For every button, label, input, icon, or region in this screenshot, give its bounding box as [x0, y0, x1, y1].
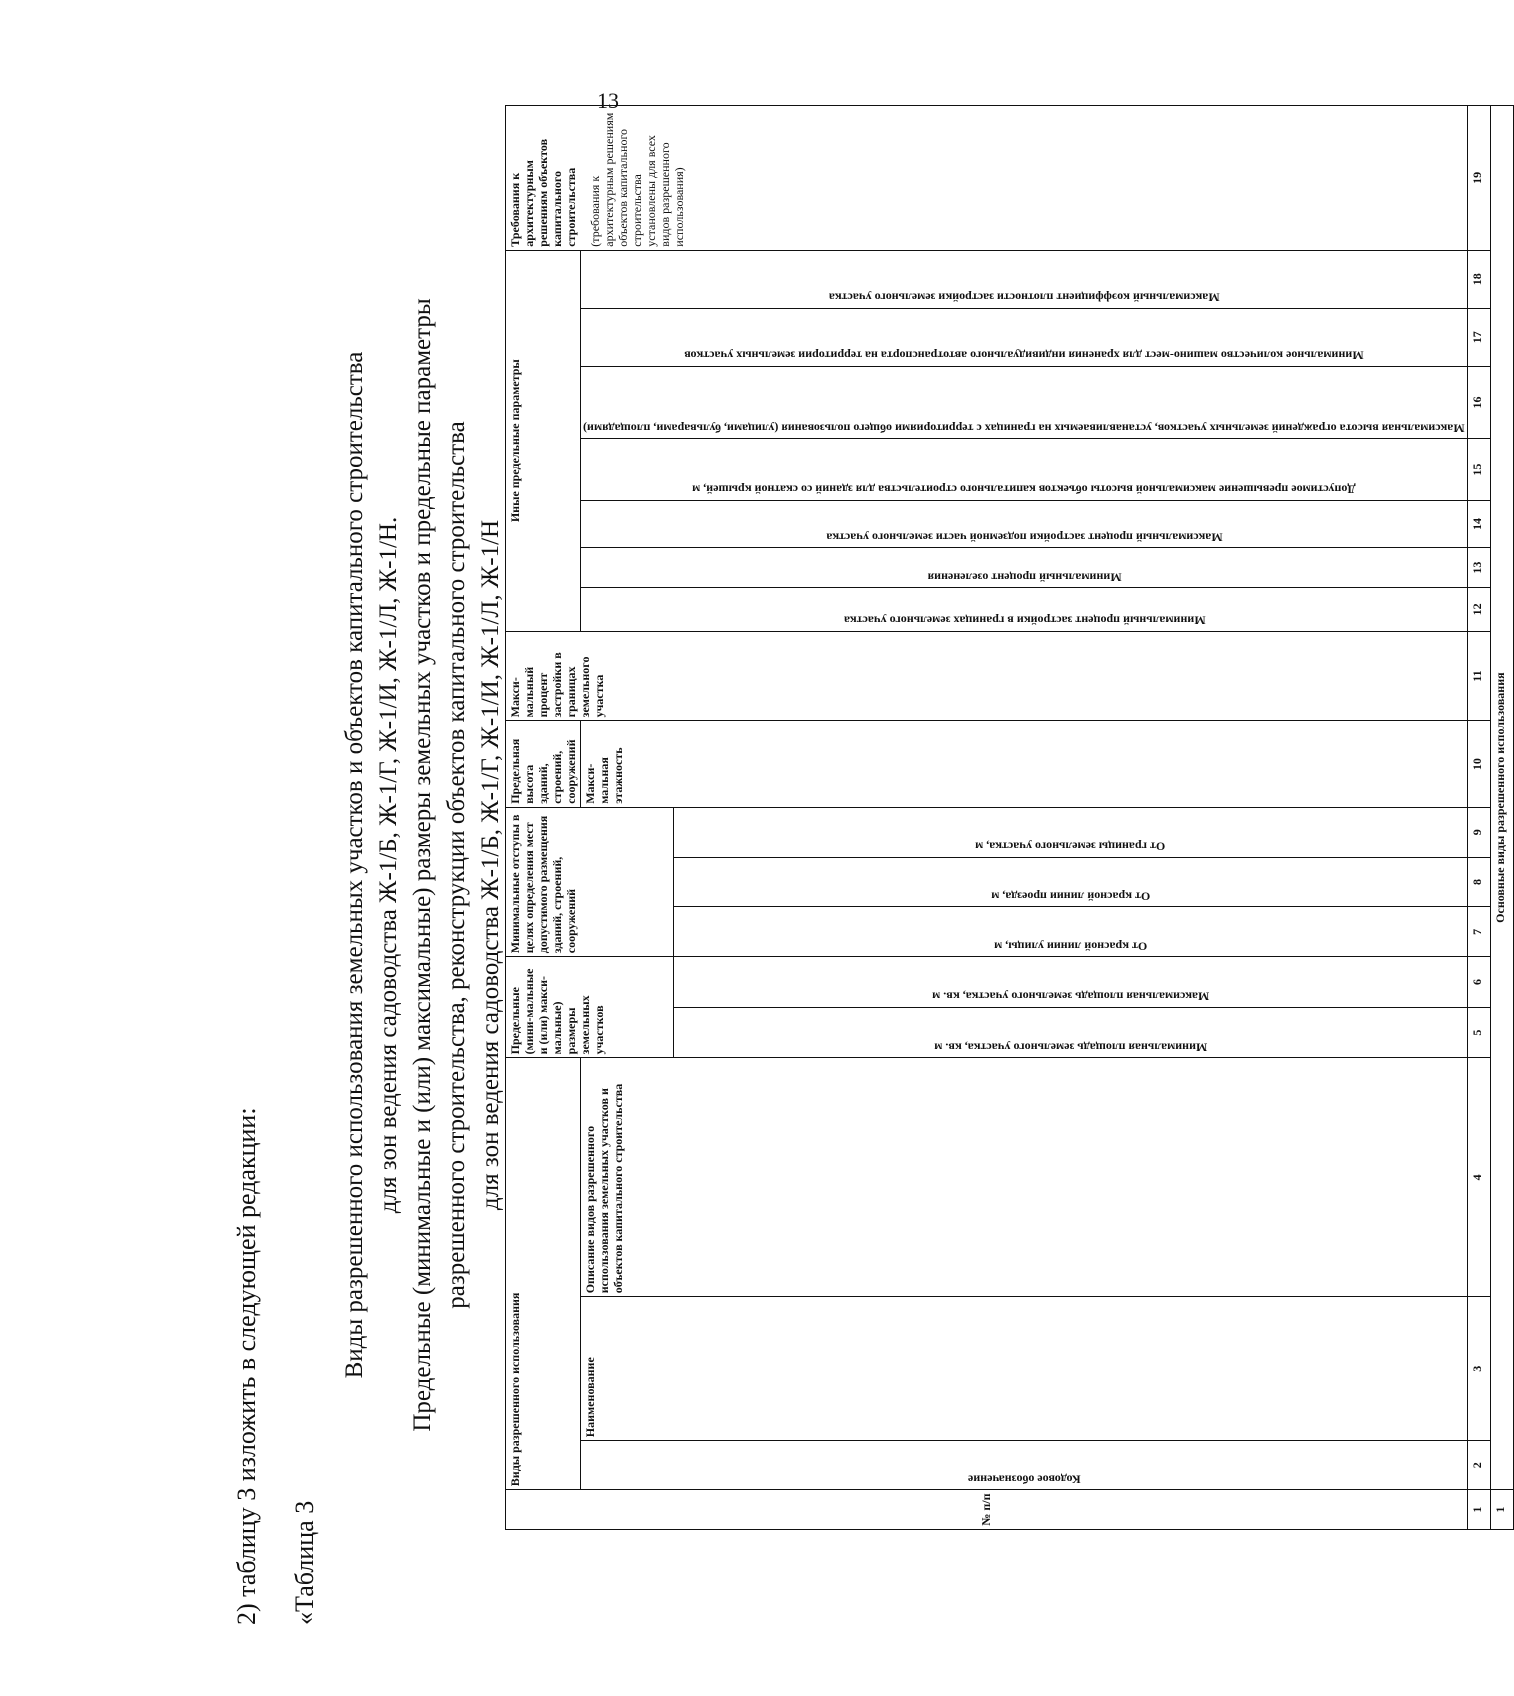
arch-req-title: Требования к архитектурным решениям объектов капитального строительства: [508, 138, 578, 247]
header-density: Максимальный коэффициент плотности застройки земельного участка: [581, 250, 1468, 308]
header-arch-req: [506, 106, 1468, 251]
intro-line: 2) таблицу 3 изложить в следующей редакции:: [232, 1107, 261, 1625]
header-code: Кодовое обозначение: [581, 1441, 1468, 1490]
header-height-excess: Допустимое превышение максимальной высоты объектов капитального строительства для зданий со скатной крышей, м: [581, 439, 1468, 501]
header-name: Наименование: [581, 1297, 1468, 1441]
header-sizes-group: Предельные (мини-мальные и (или) макси-мальные) размеры земельных участков: [506, 957, 674, 1058]
arch-req-note: (требования к архитектурным решениям объектов капитального строительства установлены для всех видов разрешенного использования): [588, 112, 686, 247]
column-number: 12: [1467, 588, 1490, 632]
title-line: Виды разрешенного использования земельных участков и объектов капитального строительства: [341, 351, 368, 1379]
header-setback-border: От границы земельного участка, м: [674, 807, 1467, 857]
header-description: Описание видов разрешенного использования земельных участков и объектов капитального строительства: [581, 1058, 1468, 1297]
header-min-area: Минимальная площадь земельного участка, кв. м: [674, 1007, 1467, 1058]
header-setbacks-group: Минимальные отступы в целях определения мест допустимого размещения зданий, строений, сооружений: [506, 807, 674, 956]
header-height-group: Предельная высота зданий, строений, сооружений: [506, 721, 581, 807]
column-number: 7: [1467, 907, 1490, 957]
column-number: 9: [1467, 807, 1490, 857]
header-min-green: Минимальный процент озеленения: [581, 548, 1468, 588]
column-number: 1: [1467, 1490, 1490, 1530]
title-line: разрешенного строительства, реконструкции объектов капитального строительства: [443, 421, 470, 1309]
column-number: 10: [1467, 721, 1490, 807]
header-setback-passage: От красной линии проезда, м: [674, 857, 1467, 907]
column-number: 8: [1467, 857, 1490, 907]
header-max-coverage: Макси-мальный процент застройки в границах земельного участка: [506, 631, 1468, 721]
header-max-underground: Максимальный процент застройки подземной части земельного участка: [581, 500, 1468, 547]
column-number: 5: [1467, 1007, 1490, 1058]
column-number: 6: [1467, 957, 1490, 1008]
column-number: 3: [1467, 1297, 1490, 1441]
column-number: 17: [1467, 308, 1490, 366]
header-num: № п/п: [506, 1490, 1468, 1530]
title-line: для зон ведения садоводства Ж-1/Б, Ж-1/Г, Ж-1/И, Ж-1/Л, Ж-1/Н.: [375, 516, 402, 1214]
page-number: 13: [597, 88, 619, 113]
title-line: Предельные (минимальные и (или) максимальные) размеры земельных участков и предельные параметры: [409, 298, 436, 1432]
header-parking: Минимальное количество машино-мест для хранения индивидуального автотранспорта на территории земельных участков: [581, 308, 1468, 366]
header-fence-height: Максимальная высота ограждений земельных участков, устанавливаемых на границах с территориями общего пользования (улицами, бульварами, площадями): [581, 366, 1468, 439]
section-number: 1: [1490, 1490, 1513, 1530]
title-line: для зон ведения садоводства Ж-1/Б, Ж-1/Г, Ж-1/И, Ж-1/Л, Ж-1/Н: [477, 519, 504, 1211]
header-setback-street: От красной линии улицы, м: [674, 907, 1467, 957]
column-number: 16: [1467, 366, 1490, 439]
column-number-row: [1467, 106, 1490, 1530]
section-row: [1490, 106, 1513, 1530]
column-number: 13: [1467, 548, 1490, 588]
column-number: 15: [1467, 439, 1490, 501]
column-number: 4: [1467, 1058, 1490, 1297]
table-label: «Таблица 3: [290, 1500, 319, 1625]
section-label: Основные виды разрешенного использования: [1490, 106, 1513, 1490]
header-min-coverage: Минимальный процент застройки в границах земельного участка: [581, 588, 1468, 632]
column-number: 11: [1467, 631, 1490, 721]
parameters-table: [505, 105, 1514, 1530]
table-title: [338, 105, 508, 1625]
header-max-floors: Макси-мальная этажность: [581, 721, 1468, 807]
column-number: 19: [1467, 106, 1490, 251]
header-vri-group: Виды разрешенного использования: [506, 1058, 581, 1490]
column-number: 18: [1467, 250, 1490, 308]
header-other-group: Иные предельные параметры: [506, 250, 581, 631]
rotated-content: [220, 105, 1507, 1625]
column-number: 2: [1467, 1441, 1490, 1490]
column-number: 14: [1467, 500, 1490, 547]
header-max-area: Максимальная площадь земельного участка, кв. м: [674, 957, 1467, 1008]
